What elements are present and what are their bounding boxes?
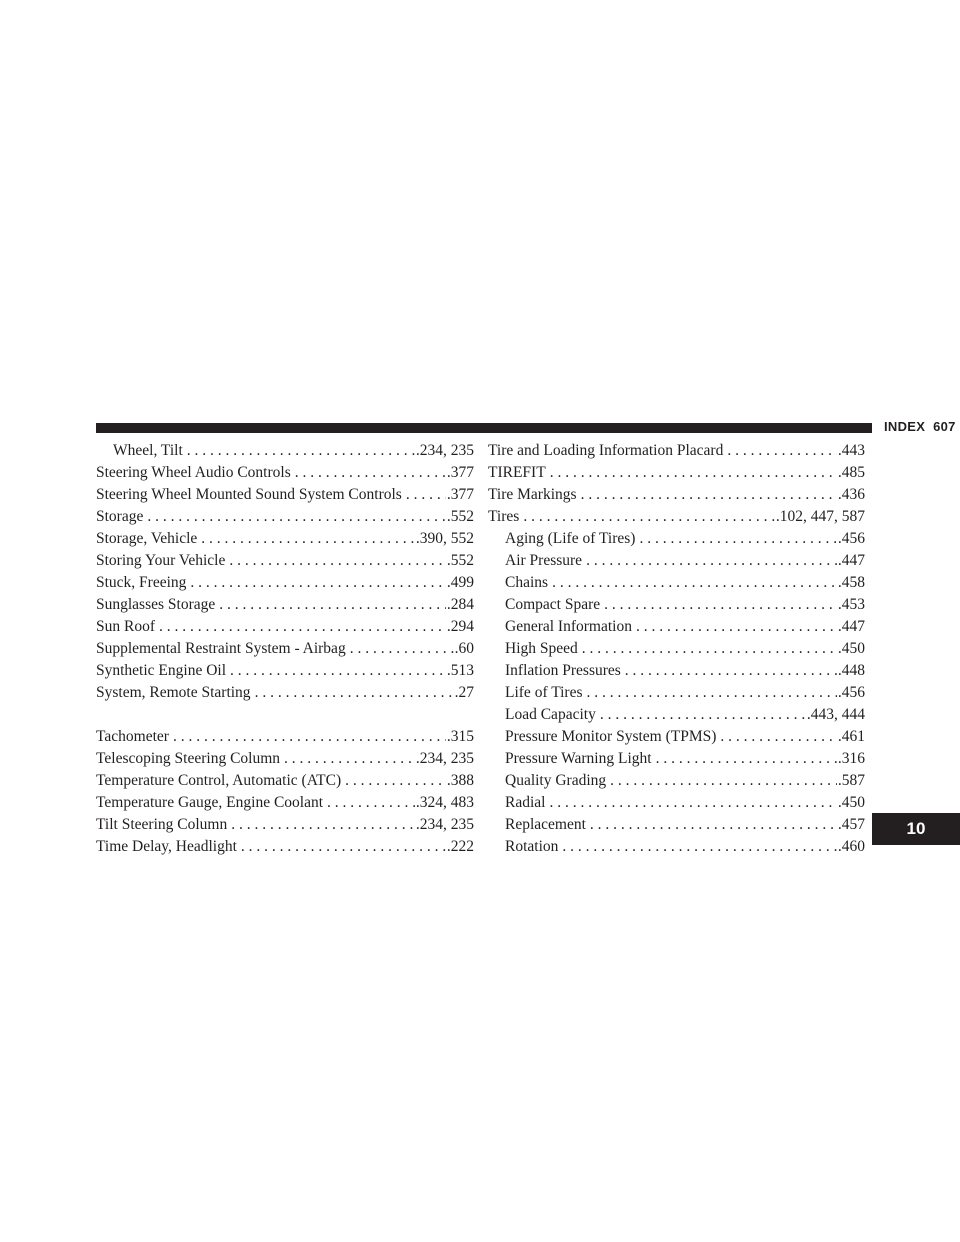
index-page-ref: .552 [446,552,474,569]
index-page-ref: .456 [837,684,865,701]
index-entry [96,506,474,528]
index-term: Tilt Steering Column [96,816,228,833]
index-entry [96,572,474,594]
dot-leader [727,440,837,462]
index-term: Time Delay, Headlight [96,838,237,855]
index-page-ref: .450 [837,794,865,811]
index-page-ref: .234, 235 [415,750,474,767]
index-page-ref: .448 [837,662,865,679]
index-entry [488,506,865,528]
index-entry [96,594,474,616]
index-page-ref: .458 [837,574,865,591]
index-entry [96,462,474,484]
index-page-ref: .447 [837,552,865,569]
index-term: Rotation [505,838,559,855]
dot-leader [639,528,836,550]
index-term: High Speed [505,640,578,657]
index-page-ref: .460 [837,838,865,855]
index-term: System, Remote Starting [96,684,251,701]
index-page-ref: .461 [837,728,865,745]
index-page-ref: .316 [837,750,865,767]
index-page-ref: .443, 444 [806,706,865,723]
index-page-ref: .27 [454,684,474,701]
dot-leader [284,748,415,770]
index-term: Steering Wheel Audio Controls [96,464,291,481]
index-page-ref: .436 [837,486,865,503]
index-entry [96,484,474,506]
index-term: Life of Tires [505,684,583,701]
dot-leader [562,836,836,858]
index-term: Tire Markings [488,486,577,503]
index-term: Pressure Warning Light [505,750,652,767]
index-term: Quality Grading [505,772,607,789]
index-term: Supplemental Restraint System - Airbag [96,640,346,657]
index-page-ref: .552 [446,508,474,525]
index-entry [488,572,865,594]
index-page-ref: .587 [837,772,865,789]
index-term: Sunglasses Storage [96,596,216,613]
index-entry [488,638,865,660]
dot-leader [255,682,454,704]
dot-leader [327,792,415,814]
index-entry [96,440,474,462]
index-page-ref: .324, 483 [415,794,474,811]
index-term: Inflation Pressures [505,662,621,679]
index-page-ref: .388 [446,772,474,789]
index-page-ref: .60 [454,640,474,657]
index-page-ref: .222 [446,838,474,855]
index-entry [96,638,474,660]
index-entry [488,462,865,484]
index-term: Pressure Monitor System (TPMS) [505,728,717,745]
index-entry [96,792,474,814]
index-page-ref: .234, 235 [415,442,474,459]
index-page-ref: .450 [837,640,865,657]
dot-leader [636,616,837,638]
index-column-right [488,440,865,858]
index-term: Tire and Loading Information Placard [488,442,724,459]
header-rule [96,423,872,433]
dot-leader [147,506,446,528]
dot-leader [590,814,837,836]
page-header [884,419,956,434]
dot-leader [586,550,837,572]
index-entry [488,550,865,572]
index-entry [488,814,865,836]
dot-leader [173,726,446,748]
dot-leader [201,528,415,550]
dot-leader [295,462,446,484]
index-term: Tires [488,508,520,525]
index-term: Air Pressure [505,552,583,569]
dot-leader [187,440,415,462]
index-term: Storage [96,508,144,525]
index-page-ref: .443 [837,442,865,459]
dot-leader [219,594,446,616]
index-entry [96,726,474,748]
page-number: 607 [933,419,956,434]
dot-leader [600,704,806,726]
index-entry [488,484,865,506]
index-page-ref: .234, 235 [415,816,474,833]
dot-leader [582,638,837,660]
index-term: Temperature Control, Automatic (ATC) [96,772,342,789]
index-page-ref: .390, 552 [415,530,474,547]
index-term: Replacement [505,816,586,833]
index-entry [488,748,865,770]
dot-leader [656,748,837,770]
index-entry [96,528,474,550]
index-page-ref: .453 [837,596,865,613]
dot-leader [610,770,837,792]
index-entry [96,814,474,836]
dot-leader [720,726,836,748]
index-page-ref: .315 [446,728,474,745]
index-term: Radial [505,794,546,811]
index-entry [96,836,474,858]
index-entry [488,792,865,814]
dot-leader [229,550,446,572]
dot-leader [587,682,837,704]
index-term: Storage, Vehicle [96,530,198,547]
index-entry [96,682,474,704]
dot-leader [230,660,446,682]
index-entry [488,440,865,462]
index-term: Steering Wheel Mounted Sound System Controls [96,486,402,503]
index-page-ref: .294 [446,618,474,635]
dot-leader [581,484,837,506]
index-page-ref: .456 [837,530,865,547]
dot-leader [604,594,837,616]
index-term: Compact Spare [505,596,601,613]
index-entry [488,594,865,616]
index-page-ref: .457 [837,816,865,833]
index-term: General Information [505,618,632,635]
dot-leader [350,638,454,660]
index-term: Stuck, Freeing [96,574,187,591]
index-entry [488,616,865,638]
chapter-tab: 10 [872,813,960,845]
index-entry [488,770,865,792]
index-entry [488,528,865,550]
index-term: Synthetic Engine Oil [96,662,227,679]
index-page-ref: .513 [446,662,474,679]
index-term: Telescoping Steering Column [96,750,281,767]
index-entry [488,836,865,858]
index-entry [488,726,865,748]
dot-leader [625,660,837,682]
header-section: INDEX [884,419,926,434]
index-page-ref: .102, 447, 587 [775,508,865,525]
index-term: Sun Roof [96,618,155,635]
dot-leader [550,462,837,484]
index-page-ref: .377 [446,464,474,481]
index-term: Aging (Life of Tires) [505,530,636,547]
index-page-ref: .377 [446,486,474,503]
index-term: TIREFIT [488,464,546,481]
index-column-left [96,440,474,858]
dot-leader [552,572,837,594]
index-term: Wheel, Tilt [113,442,183,459]
index-term: Tachometer [96,728,169,745]
index-entry [96,550,474,572]
index-entry [488,660,865,682]
index-term: Load Capacity [505,706,596,723]
dot-leader [159,616,446,638]
index-page-ref: .447 [837,618,865,635]
dot-leader [241,836,446,858]
dot-leader [406,484,446,506]
index-entry [488,682,865,704]
dot-leader [231,814,415,836]
index-page-ref: .499 [446,574,474,591]
index-page-ref: .284 [446,596,474,613]
index-term: Chains [505,574,549,591]
index-term: Storing Your Vehicle [96,552,226,569]
dot-leader [523,506,775,528]
index-entry [96,660,474,682]
dot-leader [549,792,836,814]
index-entry [96,770,474,792]
index-entry [96,616,474,638]
dot-leader [190,572,445,594]
index-entry [488,704,865,726]
index-entry [96,748,474,770]
index-term: Temperature Gauge, Engine Coolant [96,794,324,811]
dot-leader [345,770,446,792]
index-page-ref: .485 [837,464,865,481]
